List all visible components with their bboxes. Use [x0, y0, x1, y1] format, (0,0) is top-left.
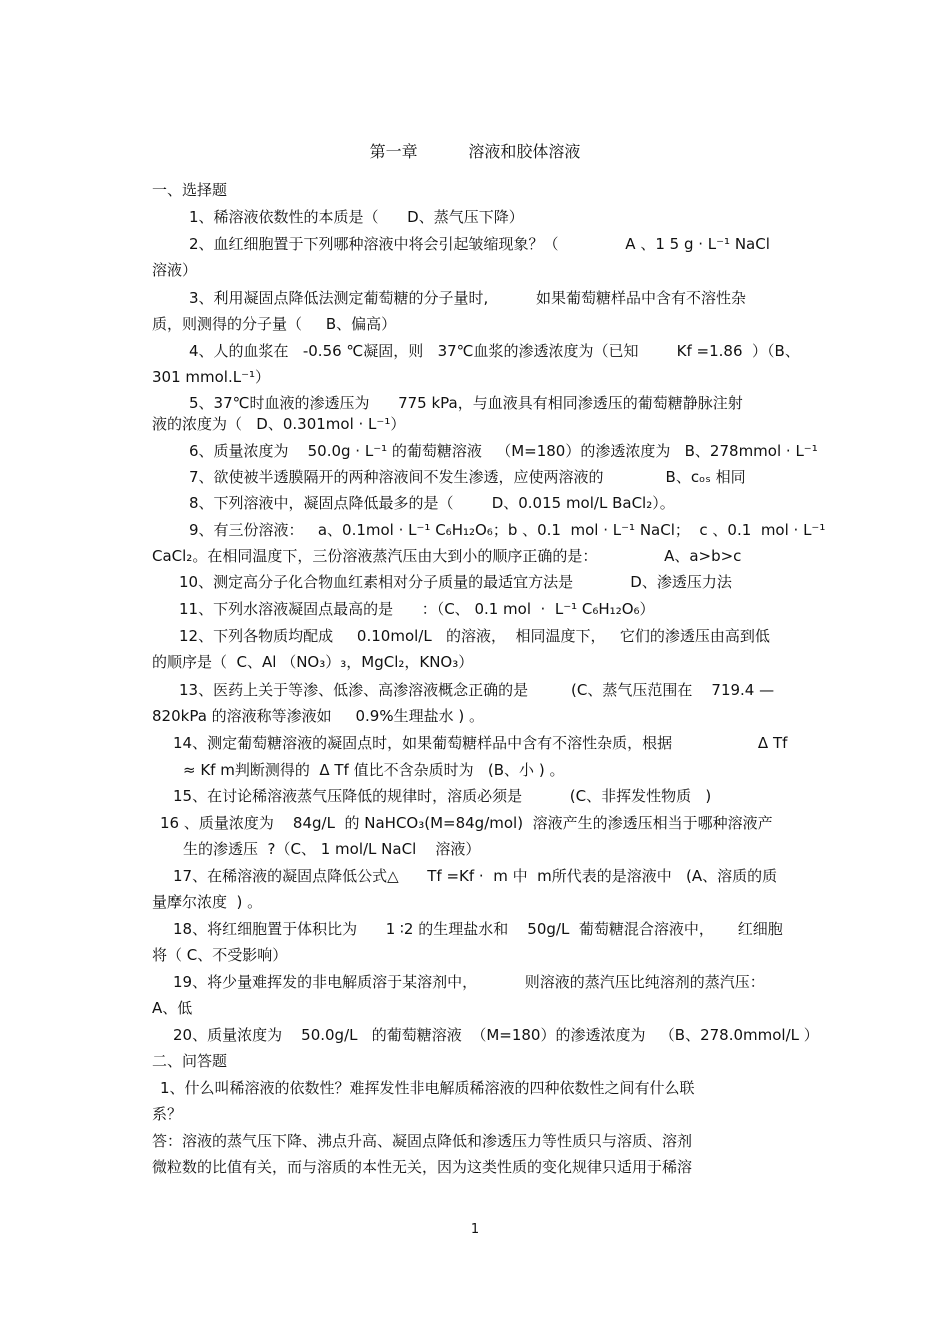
- qa-answer-1-line1: 答：溶液的蒸气压下降、沸点升高、凝固点降低和渗透压力等性质只与溶质、溶剂: [152, 1132, 693, 1150]
- question-5-line1: 5、37℃时血液的渗透压为 775 kPa，与血液具有相同渗透压的葡萄糖静脉注射: [189, 394, 743, 412]
- question-12-line2: 的顺序是（ C、Al （NO₃）₃，MgCl₂，KNO₃）: [152, 653, 474, 671]
- question-3-line1: 3、利用凝固点降低法测定葡萄糖的分子量时, 如果葡萄糖样品中含有不溶性杂: [189, 289, 746, 307]
- question-16-line2: 生的渗透压 ?（C、 1 mol/L NaCl 溶液）: [183, 840, 481, 858]
- question-8: 8、下列溶液中，凝固点降低最多的是（ D、0.015 mol/L BaCl₂）。: [189, 494, 675, 512]
- question-7: 7、欲使被半透膜隔开的两种溶液间不发生渗透，应使两溶液的 B、cₒₛ 相同: [189, 468, 746, 486]
- question-18-line2: 将（ C、不受影响）: [152, 946, 288, 964]
- question-20: 20、质量浓度为 50.0g/L 的葡萄糖溶液 （M=180）的渗透浓度为 （B、278.0mmol/L ）: [173, 1026, 819, 1044]
- question-1: 1、稀溶液依数性的本质是（ D、蒸气压下降）: [189, 208, 524, 226]
- question-14-line2: ≈ Kf m判断测得的 Δ Tf 值比不含杂质时为 (B、小 ) 。: [183, 761, 565, 779]
- question-15: 15、在讨论稀溶液蒸气压降低的规律时，溶质必须是 (C、非挥发性物质 ): [173, 787, 712, 805]
- question-17-line1: 17、在稀溶液的凝固点降低公式△ Tf =Kf · m 中 m所代表的是溶液中 (A、溶质的质: [173, 867, 778, 885]
- chapter-title: 第一章 溶液和胶体溶液: [369, 142, 581, 161]
- question-4-line1: 4、人的血浆在 -0.56 ℃凝固，则 37℃血浆的渗透浓度为（已知 Kf =1.86 ）（B、: [189, 342, 800, 360]
- section-heading-choice: 一、选择题: [152, 181, 228, 199]
- question-9-line2: CaCl₂。在相同温度下，三份溶液蒸汽压由大到小的顺序正确的是： A、a>b>c: [152, 547, 742, 565]
- qa-answer-1-line2: 微粒数的比值有关，而与溶质的本性无关，因为这类性质的变化规律只适用于稀溶: [152, 1158, 693, 1176]
- qa-question-1-line2: 系？: [152, 1105, 183, 1123]
- question-5-line2: 液的浓度为（ D、0.301mol · L⁻¹）: [152, 415, 406, 433]
- question-6: 6、质量浓度为 50.0g · L⁻¹ 的葡萄糖溶液 （M=180）的渗透浓度为 B、278mmol · L⁻¹: [189, 442, 818, 460]
- question-17-line2: 量摩尔浓度 ) 。: [152, 893, 263, 911]
- question-2-line1: 2、血红细胞置于下列哪种溶液中将会引起皱缩现象？（ A 、1 5 g · L⁻¹ NaCl: [189, 235, 770, 253]
- page-number: 1: [470, 1222, 480, 1237]
- qa-question-1-line1: 1、什么叫稀溶液的依数性？难挥发性非电解质稀溶液的四种依数性之间有什么联: [160, 1079, 695, 1097]
- question-9-line1: 9、有三份溶液： a、0.1mol · L⁻¹ C₆H₁₂O₆；b 、0.1 mol · L⁻¹ NaCl； c 、0.1 mol · L⁻¹: [189, 521, 826, 539]
- question-14-line1: 14、测定葡萄糖溶液的凝固点时，如果葡萄糖样品中含有不溶性杂质，根据 Δ Tf: [173, 734, 788, 752]
- question-16-line1: 16 、质量浓度为 84g/L 的 NaHCO₃(M=84g/mol) 溶液产生的渗透压相当于哪种溶液产: [160, 814, 773, 832]
- question-13-line1: 13、医药上关于等渗、低渗、高渗溶液概念正确的是 (C、蒸气压范围在 719.4 —: [179, 681, 775, 699]
- question-18-line1: 18、将红细胞置于体积比为 1 ∶2 的生理盐水和 50g/L 葡萄糖混合溶液中， 红细胞: [173, 920, 783, 938]
- question-19-line1: 19、将少量难挥发的非电解质溶于某溶剂中， 则溶液的蒸汽压比纯溶剂的蒸汽压：: [173, 973, 765, 991]
- question-4-line2: 301 mmol.L⁻¹）: [152, 368, 271, 386]
- question-13-line2: 820kPa 的溶液称等渗液如 0.9%生理盐水 ) 。: [152, 707, 484, 725]
- section-heading-qa: 二、问答题: [152, 1052, 228, 1070]
- question-10: 10、测定高分子化合物血红素相对分子质量的最适宜方法是 D、渗透压力法: [179, 573, 732, 591]
- question-12-line1: 12、下列各物质均配成 0.10mol/L 的溶液， 相同温度下， 它们的渗透压由高到低: [179, 627, 770, 645]
- question-3-line2: 质，则测得的分子量（ B、偏高）: [152, 315, 397, 333]
- question-19-line2: A、低: [152, 999, 193, 1017]
- question-11: 11、下列水溶液凝固点最高的是 ：（C、 0.1 mol · L⁻¹ C₆H₁₂O₆）: [179, 600, 655, 618]
- question-2-line2: 溶液）: [152, 261, 198, 279]
